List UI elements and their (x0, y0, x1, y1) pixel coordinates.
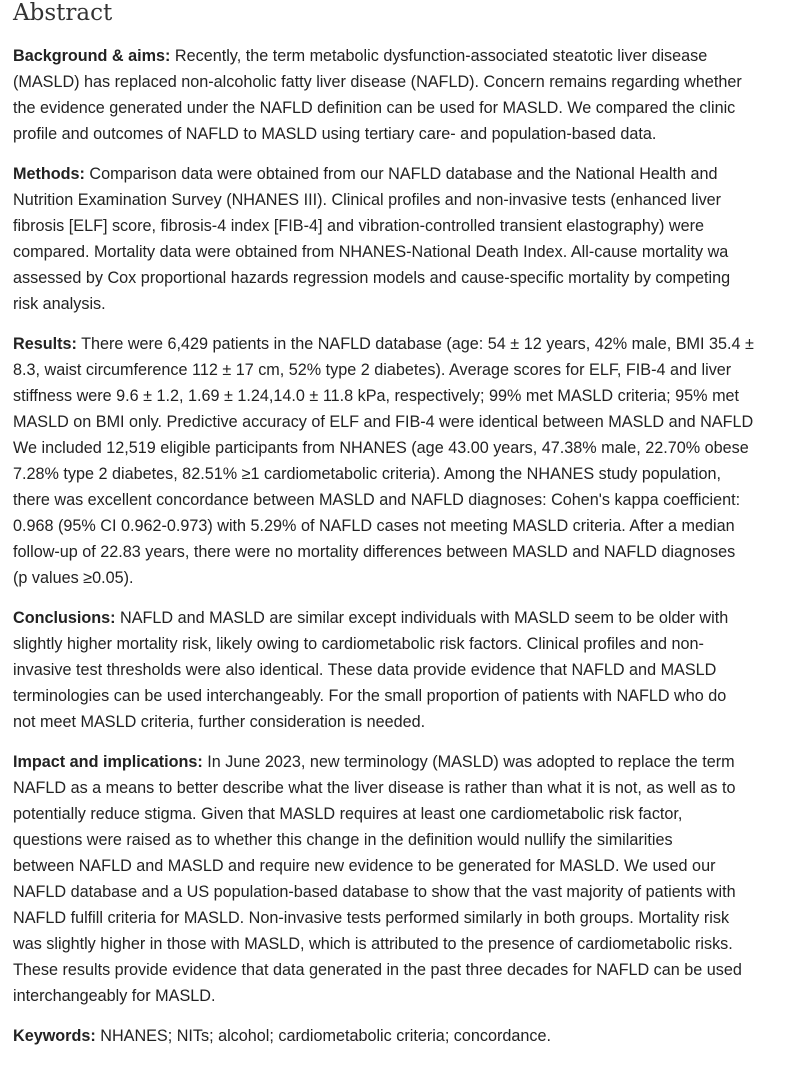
methods-line-1: Methods: Comparison data were obtained from our NAFLD database and the National Health and (13, 165, 718, 183)
results-line-1: Results: There were 6,429 patients in the NAFLD database (age: 54 ± 12 years, 42% male, BMI 35.4 ± (13, 335, 754, 353)
keywords-label: Keywords: (13, 1027, 96, 1045)
impact-line-1: Impact and implications: In June 2023, new terminology (MASLD) was adopted to replace the term (13, 753, 735, 771)
impact-line-5: between NAFLD and MASLD and require new evidence to be generated for MASLD. We used our (13, 857, 716, 875)
impact-line-10: interchangeably for MASLD. (13, 987, 216, 1005)
methods-label: Methods: (13, 165, 85, 183)
background-line-4: profile and outcomes of NAFLD to MASLD using tertiary care- and population-based data. (13, 125, 657, 143)
results-line-3: stiffness were 9.6 ± 1.2, 1.69 ± 1.24,14.0 ± 11.8 kPa, respectively; 99% met MASLD criteria; 95% met (13, 387, 740, 405)
impact-line-6: NAFLD database and a US population-based database to show that the vast majority of patients with (13, 883, 736, 901)
impact-implications-label: Impact and implications: (13, 753, 203, 771)
conclusions-paragraph (13, 605, 797, 735)
methods-line-5: assessed by Cox proportional hazards regression models and cause-specific mortality by competing (13, 269, 731, 287)
methods-line-3: fibrosis [ELF] score, fibrosis-4 index [FIB-4] and vibration-controlled transient elastography) were (13, 217, 704, 235)
results-line-4: MASLD on BMI only. Predictive accuracy of ELF and FIB-4 were identical between MASLD and NAFLD (13, 413, 754, 431)
conclusions-line-1: Conclusions: NAFLD and MASLD are similar except individuals with MASLD seem to be older with (13, 609, 729, 627)
background-line-3: the evidence generated under the NAFLD definition can be used for MASLD. We compared the clinic (13, 99, 736, 117)
results-paragraph (13, 331, 797, 591)
results-line-2: 8.3, waist circumference 112 ± 17 cm, 52% type 2 diabetes). Average scores for ELF, FIB-4 and liver (13, 361, 732, 379)
impact-line-7: NAFLD fulfill criteria for MASLD. Non-invasive tests performed similarly in both groups. Mortality risk (13, 909, 730, 927)
background-line-1: Background & aims: Recently, the term metabolic dysfunction-associated steatotic liver disease (13, 47, 708, 65)
results-line-9: follow-up of 22.83 years, there were no mortality differences between MASLD and NAFLD diagnoses (13, 543, 736, 561)
impact-line-3: potentially reduce stigma. Given that MASLD requires at least one cardiometabolic risk factor, (13, 805, 683, 823)
background-aims-paragraph (13, 43, 797, 147)
impact-line-2: NAFLD as a means to better describe what the liver disease is rather than what it is not, as well as to (13, 779, 736, 797)
results-line-10: (p values ≥0.05). (13, 569, 134, 587)
keywords-list: NHANES; NITs; alcohol; cardiometabolic criteria; concordance. (95, 1027, 551, 1045)
abstract-heading: Abstract (13, 0, 113, 26)
impact-line-4: questions were raised as to whether this change in the definition would nullify the similarities (13, 831, 673, 849)
keywords-paragraph (13, 1023, 797, 1049)
conclusions-line-5: not meet MASLD criteria, further consideration is needed. (13, 713, 426, 731)
conclusions-line-3: invasive test thresholds were also identical. These data provide evidence that NAFLD and MASLD (13, 661, 717, 679)
conclusions-label: Conclusions: (13, 609, 116, 627)
methods-line-2: Nutrition Examination Survey (NHANES III). Clinical profiles and non-invasive tests (enhanced liver (13, 191, 722, 209)
results-line-7: there was excellent concordance between MASLD and NAFLD diagnoses: Cohen's kappa coefficient: (13, 491, 741, 509)
methods-line-6: risk analysis. (13, 295, 106, 313)
impact-line-9: These results provide evidence that data generated in the past three decades for NAFLD can be used (13, 961, 742, 979)
conclusions-line-2: slightly higher mortality risk, likely owing to cardiometabolic risk factors. Clinical profiles and non- (13, 635, 704, 653)
impact-line-8: was slightly higher in those with MASLD, which is attributed to the presence of cardiometabolic risks. (13, 935, 733, 953)
background-line-2: (MASLD) has replaced non-alcoholic fatty liver disease (NAFLD). Concern remains regarding whether (13, 73, 742, 91)
results-line-8: 0.968 (95% CI 0.962-0.973) with 5.29% of NAFLD cases not meeting MASLD criteria. After a median (13, 517, 735, 535)
methods-paragraph (13, 161, 797, 317)
background-aims-label: Background & aims: (13, 47, 171, 65)
results-line-6: 7.28% type 2 diabetes, 82.51% ≥1 cardiometabolic criteria). Among the NHANES study population, (13, 465, 722, 483)
results-label: Results: (13, 335, 77, 353)
results-line-5: We included 12,519 eligible participants from NHANES (age 43.00 years, 47.38% male, 22.70% obese (13, 439, 749, 457)
keywords-line-1 (13, 1023, 797, 1049)
impact-implications-paragraph (13, 749, 797, 1009)
methods-line-4: compared. Mortality data were obtained from NHANES-National Death Index. All-cause mortality wa (13, 243, 729, 261)
conclusions-line-4: terminologies can be used interchangeably. For the small proportion of patients with NAFLD who do (13, 687, 727, 705)
